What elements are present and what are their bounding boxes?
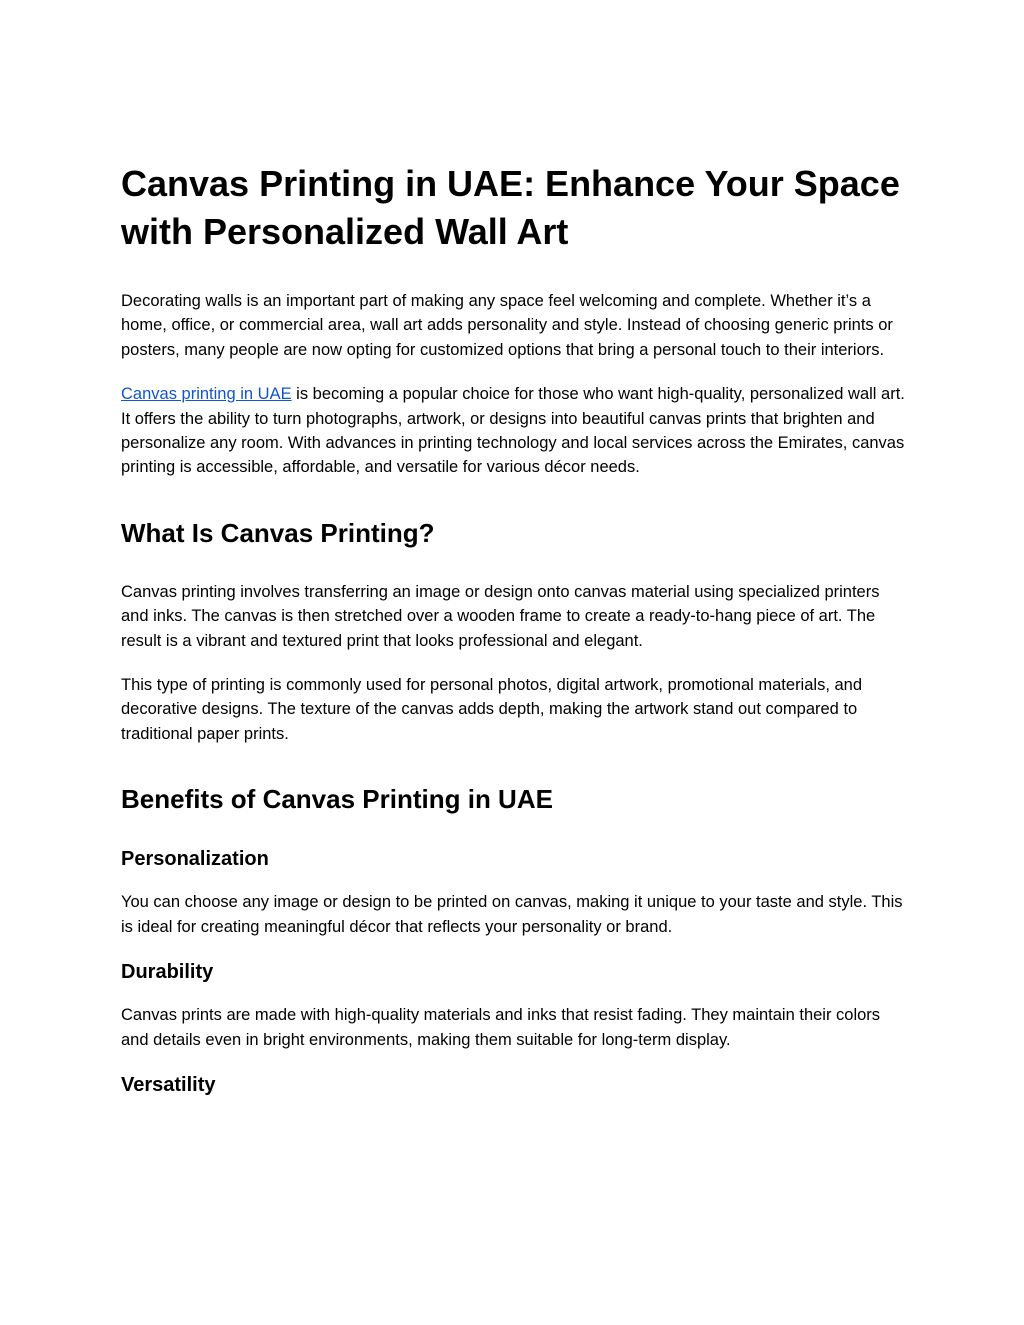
intro-paragraph-2-text: is becoming a popular choice for those who want high-quality, personalized wall art. It offers the ability to turn photographs, artwork, or designs into beautiful canvas prints that brighten and personalize any room. With advances in printing technology and local services across the Emirates, canvas printing is accessible, affordable, and versatile for various décor needs. xyxy=(121,385,905,477)
document-page xyxy=(121,160,911,1116)
intro-paragraph-1: Decorating walls is an important part of making any space feel welcoming and complete. Whether it’s a home, office, or commercial area, wall art adds personality and style. Instead of choosing generic prints or posters, many people are now opting for customized options that bring a personal touch to their interiors. xyxy=(121,292,893,359)
subheading-versatility: Versatility xyxy=(121,1073,216,1096)
canvas-printing-uae-link[interactable]: Canvas printing in UAE xyxy=(121,385,292,404)
intro-paragraph-2 xyxy=(121,382,911,480)
page-title: Canvas Printing in UAE: Enhance Your Space with Personalized Wall Art xyxy=(121,163,900,252)
section-heading-what-is: What Is Canvas Printing? xyxy=(121,517,435,548)
what-is-paragraph-2: This type of printing is commonly used for personal photos, digital artwork, promotional materials, and decorative designs. The texture of the canvas adds depth, making the artwork stand out compared to traditional paper prints. xyxy=(121,676,863,743)
subheading-durability: Durability xyxy=(121,961,214,984)
personalization-paragraph: You can choose any image or design to be printed on canvas, making it unique to your taste and style. This is ideal for creating meaningful décor that reflects your personality or brand. xyxy=(121,893,903,936)
section-heading-benefits: Benefits of Canvas Printing in UAE xyxy=(121,784,553,815)
subheading-personalization: Personalization xyxy=(121,848,269,871)
what-is-paragraph-1: Canvas printing involves transferring an image or design onto canvas material using specialized printers and inks. The canvas is then stretched over a wooden frame to create a ready-to-hang piece of art. The result is a vibrant and textured print that looks professional and elegant. xyxy=(121,582,880,650)
durability-paragraph: Canvas prints are made with high-quality materials and inks that resist fading. They maintain their colors and details even in bright environments, making them suitable for long-term display. xyxy=(121,1006,881,1049)
